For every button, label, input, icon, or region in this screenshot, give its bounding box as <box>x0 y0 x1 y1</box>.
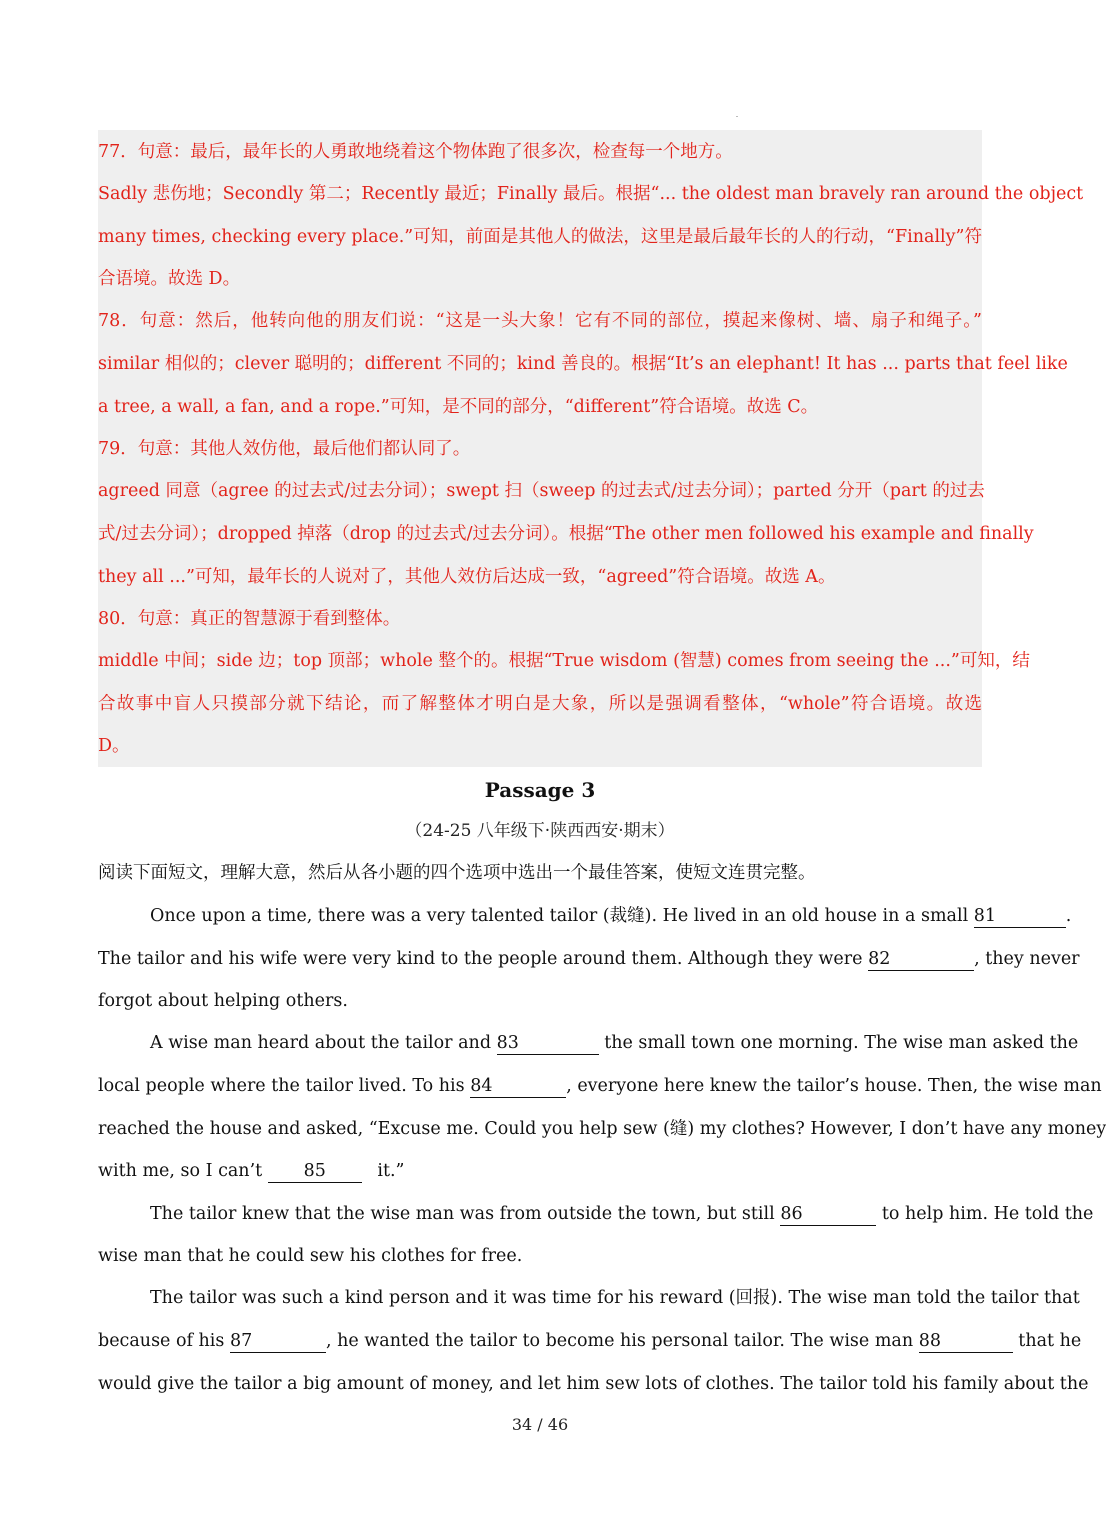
passage-paragraph-1-line-1 <box>150 895 1072 937</box>
blank-86: 86 <box>780 1203 876 1226</box>
passage-paragraph-2-line-4 <box>98 1150 982 1192</box>
answer-77-reasoning: many times, checking every place.”可知，前面是其他人的做法，这里是最后最年长的人的行动，“Finally”符 <box>98 227 982 247</box>
answer-80-options: middle 中间；side 边；top 顶部；whole 整个的。根据“True wisdom (智慧) comes from seeing the ...”可知，结 <box>98 651 1030 671</box>
passage-text: A wise man heard about the tailor and <box>150 1033 492 1053</box>
passage-paragraph-4-line-3: would give the tailor a big amount of money, and let him sew lots of clothes. The tailor told his family about the <box>98 1374 1089 1394</box>
passage-instruction: 阅读下面短文，理解大意，然后从各小题的四个选项中选出一个最佳答案，使短文连贯完整。 <box>98 863 816 883</box>
passage-paragraph-4-line-1: The tailor was such a kind person and it was time for his reward (回报). The wise man told the tailor that <box>150 1288 1080 1308</box>
passage-text: that he <box>1018 1331 1082 1351</box>
blank-88: 88 <box>919 1330 1013 1353</box>
passage-text: because of his <box>98 1331 225 1351</box>
blank-81: 81 <box>974 905 1066 928</box>
passage-text: , everyone here knew the tailor’s house. Then, the wise man <box>566 1076 1102 1096</box>
passage-text: Once upon a time, there was a very talented tailor (裁缝). He lived in an old house in a small <box>150 906 969 926</box>
passage-text: the small town one morning. The wise man asked the <box>604 1033 1079 1053</box>
passage-paragraph-2-line-3: reached the house and asked, “Excuse me. Could you help sew (缝) my clothes? However, I don’t have any money <box>98 1119 1106 1139</box>
scan-artifact-dot <box>736 116 738 117</box>
passage-title: Passage 3 <box>484 778 596 802</box>
passage-text: The tailor and his wife were very kind to the people around them. Although they were <box>98 949 863 969</box>
passage-paragraph-3-line-1 <box>150 1193 1094 1235</box>
answer-77-options: Sadly 悲伤地；Secondly 第二；Recently 最近；Finally 最后。根据“... the oldest man bravely ran around the object <box>98 184 1084 204</box>
answer-80-reasoning: 合故事中盲人只摸部分就下结论，而了解整体才明白是大象，所以是强调看整体，“whole”符合语境。故选 <box>98 694 982 714</box>
blank-84: 84 <box>470 1075 566 1098</box>
page-number: 34 / 46 <box>511 1415 569 1434</box>
blank-87: 87 <box>230 1330 326 1353</box>
answer-80-conclusion: D。 <box>98 736 130 756</box>
blank-85: 85 <box>268 1160 362 1183</box>
passage-text: The tailor knew that the wise man was from outside the town, but still <box>150 1204 775 1224</box>
answer-79-conclusion: they all ...”可知，最年长的人说对了，其他人效仿后达成一致，“agreed”符合语境。故选 A。 <box>98 567 836 587</box>
answer-79-meaning: 79．句意：其他人效仿他，最后他们都认同了。 <box>98 439 471 459</box>
passage-text: with me, so I can’t <box>98 1161 263 1181</box>
answer-77-conclusion: 合语境。故选 D。 <box>98 269 241 289</box>
answer-78-meaning: 78．句意：然后，他转向他的朋友们说：“这是一头大象！它有不同的部位，摸起来像树、墙、扇子和绳子。” <box>98 311 982 331</box>
passage-paragraph-4-line-2 <box>98 1320 1082 1362</box>
passage-text: , he wanted the tailor to become his personal tailor. The wise man <box>325 1331 914 1351</box>
answer-80-meaning: 80．句意：真正的智慧源于看到整体。 <box>98 609 401 629</box>
passage-text: local people where the tailor lived. To his <box>98 1076 465 1096</box>
answer-78-conclusion: a tree, a wall, a fan, and a rope.”可知，是不同的部分，“different”符合语境。故选 C。 <box>98 397 819 417</box>
answer-79-options: agreed 同意（agree 的过去式/过去分词）；swept 扫（sweep 的过去式/过去分词）；parted 分开（part 的过去 <box>98 481 985 501</box>
passage-paragraph-3-line-2: wise man that he could sew his clothes for free. <box>98 1246 523 1266</box>
answer-77-meaning: 77．句意：最后，最年长的人勇敢地绕着这个物体跑了很多次，检查每一个地方。 <box>98 142 733 162</box>
blank-82: 82 <box>868 948 974 971</box>
passage-paragraph-2-line-1 <box>150 1022 1079 1064</box>
passage-paragraph-1-line-3: forgot about helping others. <box>98 991 348 1011</box>
passage-text: it.” <box>377 1161 405 1181</box>
blank-83: 83 <box>497 1032 599 1055</box>
passage-text: , they never <box>974 949 1080 969</box>
passage-source: （24-25 八年级下·陕西西安·期末） <box>405 821 675 841</box>
passage-text: . <box>1065 906 1072 926</box>
passage-text: to help him. He told the <box>881 1204 1094 1224</box>
passage-paragraph-1-line-2 <box>98 938 1080 980</box>
passage-paragraph-2-line-2 <box>98 1065 1102 1107</box>
answer-78-options: similar 相似的；clever 聪明的；different 不同的；kind 善良的。根据“It’s an elephant! It has ... parts that feel like <box>98 354 1068 374</box>
answer-79-reasoning: 式/过去分词）；dropped 掉落（drop 的过去式/过去分词）。根据“The other men followed his example and finally <box>98 524 1034 544</box>
